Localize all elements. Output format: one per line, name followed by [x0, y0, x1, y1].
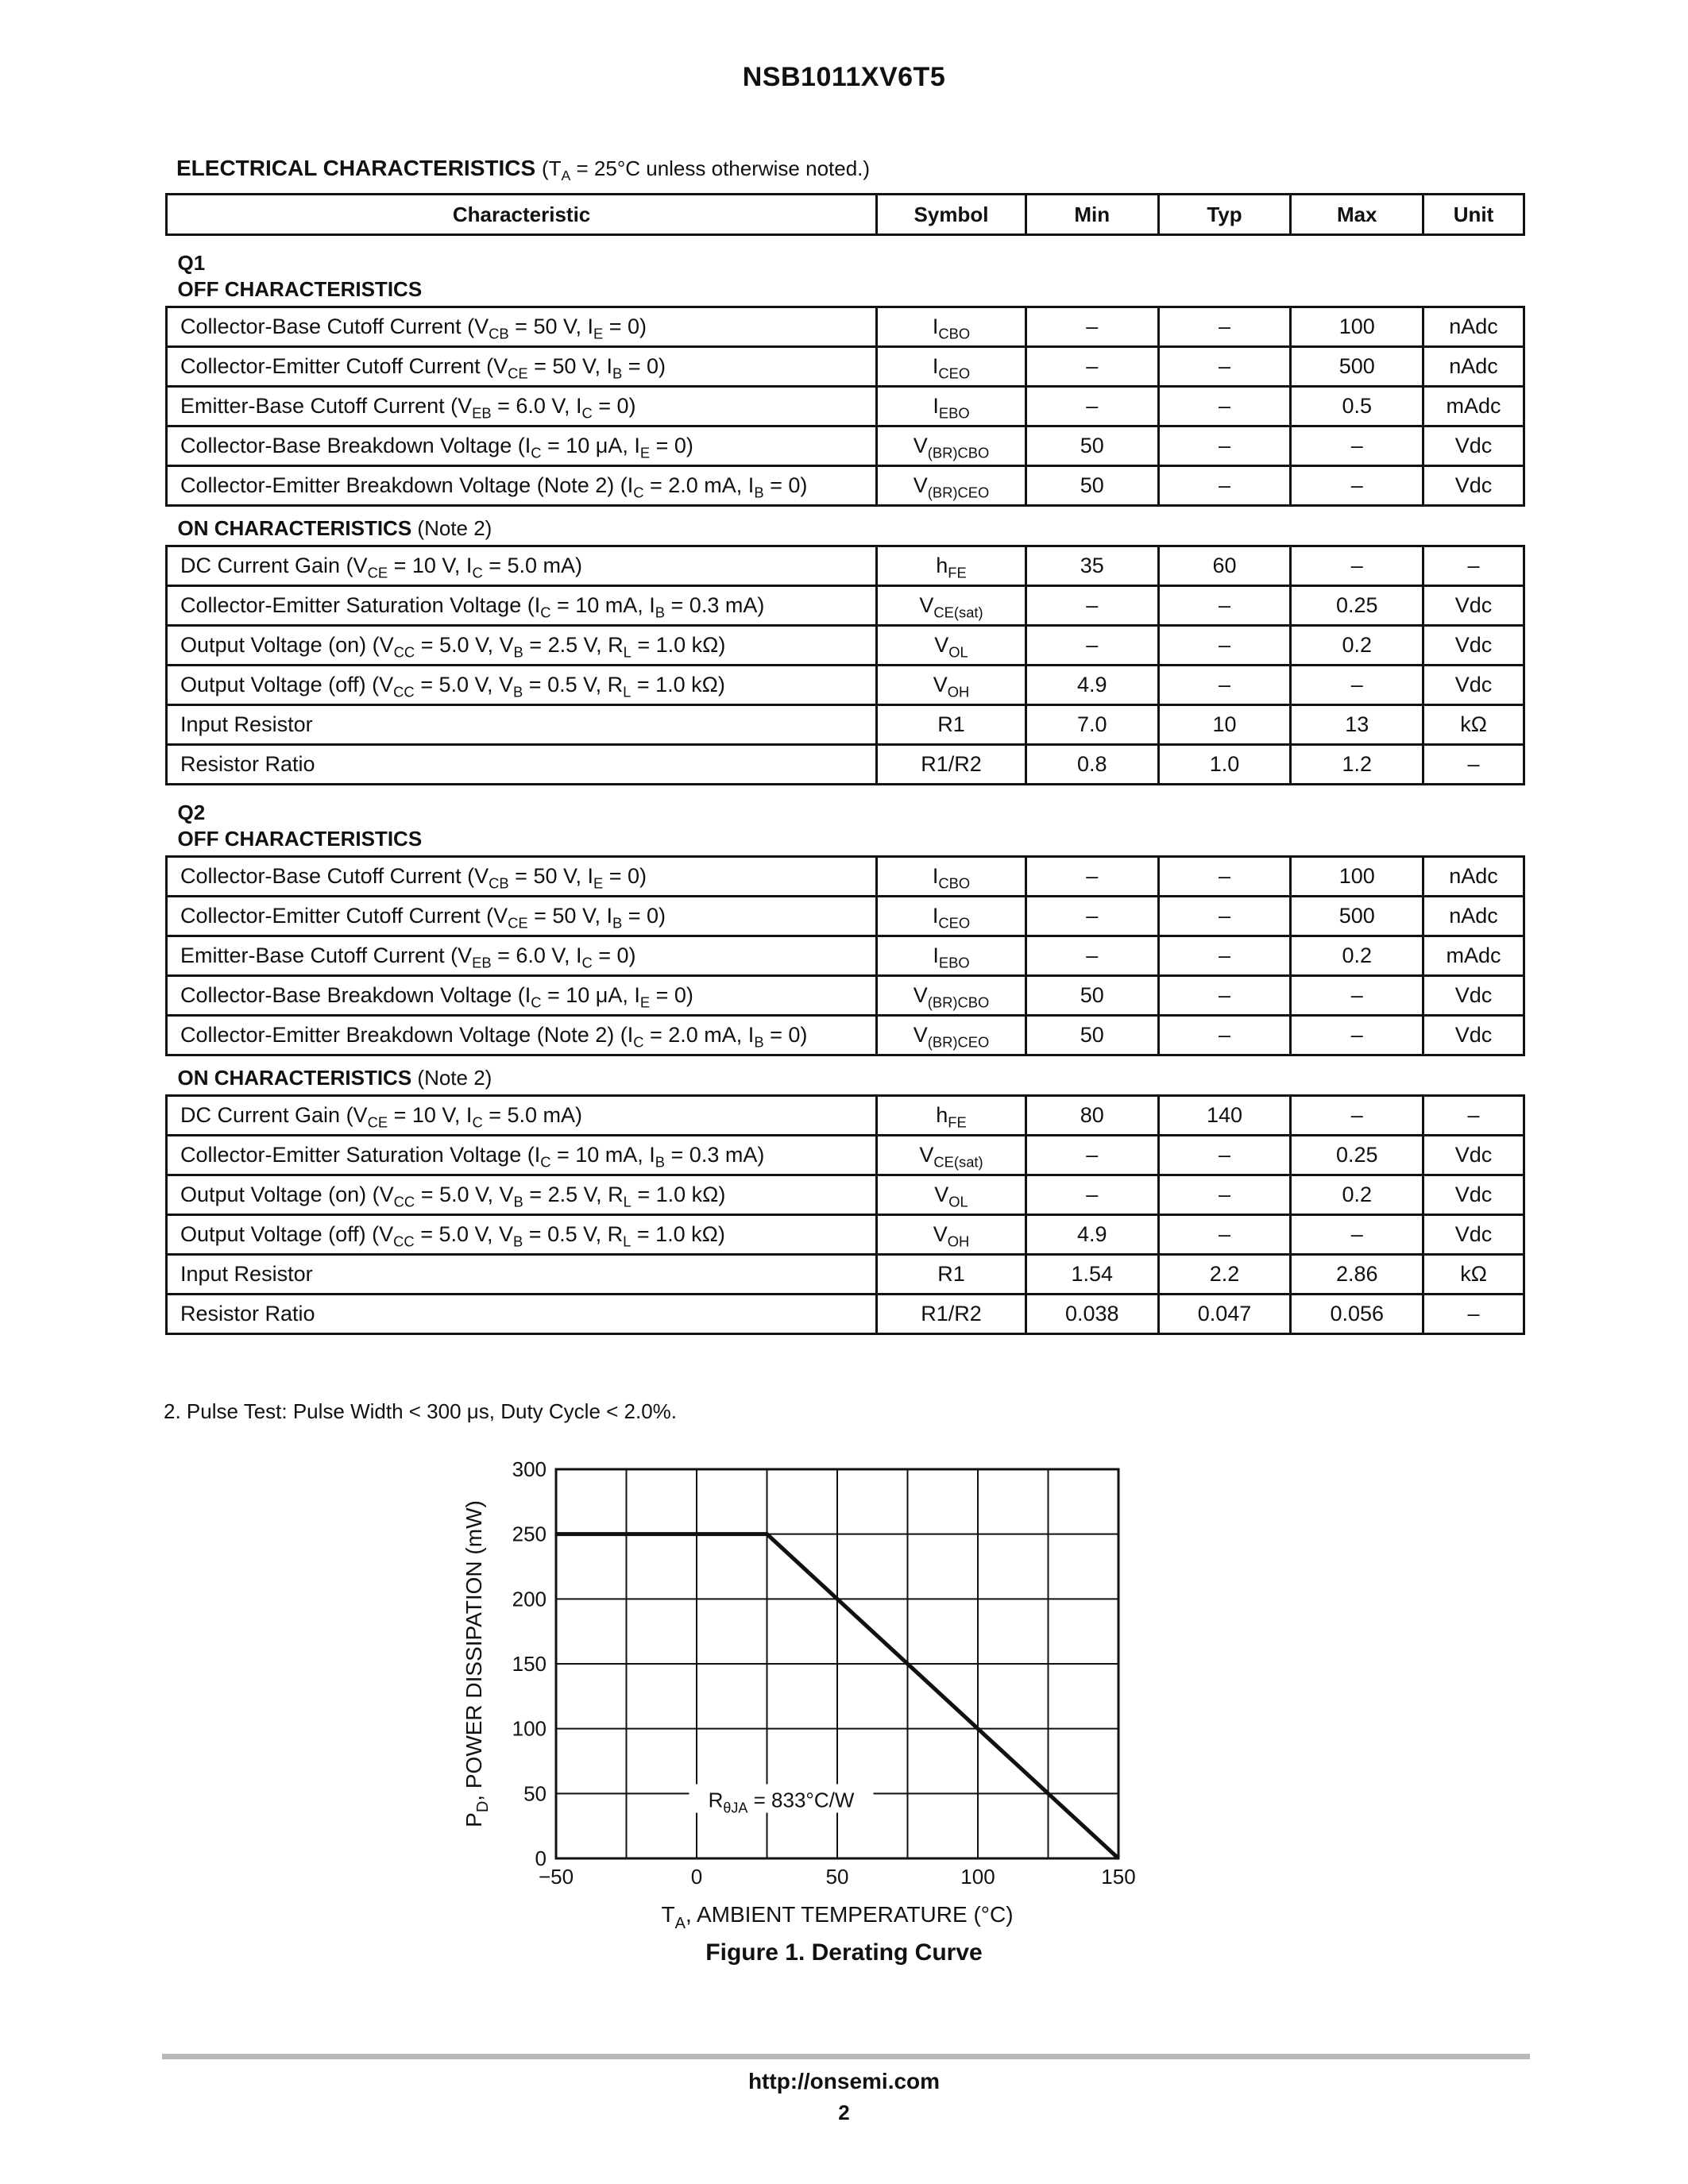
- cell-unit: kΩ: [1423, 1255, 1524, 1295]
- group-heading-row: [167, 785, 1524, 857]
- cell-characteristic: Collector-Emitter Cutoff Current ($V_{CE} = 50$ V, $I_B = 0$): [167, 347, 877, 387]
- cell-characteristic: Collector-Emitter Saturation Voltage ($I_C = 10$ mA, $I_B = 0.3$ mA): [167, 586, 877, 626]
- cell-characteristic: Emitter-Base Cutoff Current ($V_{EB} = 6.0$ V, $I_C = 0$): [167, 387, 877, 426]
- cell-characteristic: Collector-Emitter Cutoff Current ($V_{CE} = 50$ V, $I_B = 0$): [167, 897, 877, 936]
- cell-unit: nAdc: [1423, 307, 1524, 347]
- cell-characteristic: Output Voltage (off) ($V_{CC} = 5.0$ V, $V_B = 0.5$ V, $R_L = 1.0$ kΩ): [167, 1215, 877, 1255]
- thermal-resistance-annotation: $R_{\theta JA} = 833^\circ C/W$: [708, 1788, 855, 1816]
- group-note: (Note 2): [417, 1066, 492, 1090]
- cell-min: 50: [1026, 466, 1158, 506]
- cell-characteristic: Output Voltage (on) ($V_{CC} = 5.0$ V, $V_B = 2.5$ V, $R_L = 1.0$ kΩ): [167, 626, 877, 666]
- cell-symbol: $V_{CE(sat)}$: [877, 586, 1026, 626]
- table-row: [167, 745, 1524, 785]
- cell-min: 80: [1026, 1096, 1158, 1136]
- cell-typ: –: [1158, 307, 1291, 347]
- table-row: [167, 307, 1524, 347]
- x-tick-label: 50: [825, 1865, 849, 1889]
- cell-typ: 0.047: [1158, 1295, 1291, 1334]
- table-row: [167, 387, 1524, 426]
- table-row: [167, 1136, 1524, 1175]
- cell-min: –: [1026, 586, 1158, 626]
- cell-unit: Vdc: [1423, 586, 1524, 626]
- cell-characteristic: Input Resistor: [167, 705, 877, 745]
- cell-max: 500: [1291, 347, 1423, 387]
- cell-unit: Vdc: [1423, 666, 1524, 705]
- group-heading: [167, 235, 1524, 307]
- table-row: [167, 1295, 1524, 1334]
- cell-typ: 10: [1158, 705, 1291, 745]
- group-label: OFF CHARACTERISTICS: [177, 827, 423, 851]
- cell-max: –: [1291, 466, 1423, 506]
- cell-symbol: $I_{EBO}$: [877, 936, 1026, 976]
- cell-max: 0.25: [1291, 586, 1423, 626]
- group-heading-row: [167, 235, 1524, 307]
- x-tick-label: 100: [960, 1865, 995, 1889]
- cell-symbol: $V_{OL}$: [877, 1175, 1026, 1215]
- cell-typ: –: [1158, 586, 1291, 626]
- cell-symbol: $V_{(BR)CEO}$: [877, 1016, 1026, 1055]
- table-row: [167, 1016, 1524, 1055]
- figure-caption: Figure 1. Derating Curve: [705, 1939, 983, 1966]
- table-row: [167, 1096, 1524, 1136]
- y-tick-label: 150: [512, 1652, 547, 1676]
- cell-min: 1.54: [1026, 1255, 1158, 1295]
- cell-typ: –: [1158, 1136, 1291, 1175]
- cell-characteristic: DC Current Gain ($V_{CE} = 10$ V, $I_C = 5.0$ mA): [167, 1096, 877, 1136]
- cell-typ: –: [1158, 1215, 1291, 1255]
- cell-max: 2.86: [1291, 1255, 1423, 1295]
- cell-characteristic: Collector-Base Cutoff Current ($V_{CB} = 50$ V, $I_E = 0$): [167, 857, 877, 897]
- header-characteristic: Characteristic: [167, 195, 877, 235]
- table-row: [167, 857, 1524, 897]
- section-heading: [176, 156, 871, 184]
- table-row: [167, 426, 1524, 466]
- cell-unit: Vdc: [1423, 626, 1524, 666]
- derating-curve-chart: [445, 1437, 1160, 1930]
- cell-min: 0.8: [1026, 745, 1158, 785]
- cell-unit: Vdc: [1423, 1175, 1524, 1215]
- group-label: [178, 1065, 1524, 1091]
- cell-min: 4.9: [1026, 666, 1158, 705]
- cell-max: 0.2: [1291, 1175, 1423, 1215]
- cell-symbol: $V_{(BR)CEO}$: [877, 466, 1026, 506]
- cell-max: 0.056: [1291, 1295, 1423, 1334]
- cell-typ: 2.2: [1158, 1255, 1291, 1295]
- cell-max: –: [1291, 546, 1423, 586]
- group-label-text: ON CHARACTERISTICS: [177, 1066, 412, 1090]
- cell-unit: nAdc: [1423, 897, 1524, 936]
- cell-characteristic: Collector-Emitter Breakdown Voltage (Note 2) ($I_C = 2.0$ mA, $I_B = 0$): [167, 1016, 877, 1055]
- cell-symbol: R1: [877, 1255, 1026, 1295]
- cell-min: –: [1026, 857, 1158, 897]
- page-number: 2: [838, 2101, 850, 2124]
- electrical-characteristics-table: [165, 193, 1525, 1335]
- cell-max: –: [1291, 1215, 1423, 1255]
- cell-symbol: $h_{FE}$: [877, 546, 1026, 586]
- cell-max: 0.25: [1291, 1136, 1423, 1175]
- group-label: Q2: [177, 801, 206, 824]
- cell-symbol: $V_{(BR)CBO}$: [877, 426, 1026, 466]
- cell-max: 500: [1291, 897, 1423, 936]
- cell-max: 0.5: [1291, 387, 1423, 426]
- group-heading: [167, 1055, 1524, 1096]
- table-row: [167, 705, 1524, 745]
- cell-unit: mAdc: [1423, 387, 1524, 426]
- cell-typ: –: [1158, 466, 1291, 506]
- cell-characteristic: Output Voltage (on) ($V_{CC} = 5.0$ V, $V_B = 2.5$ V, $R_L = 1.0$ kΩ): [167, 1175, 877, 1215]
- section-condition: ($T_A = 25^\circ C$ unless otherwise noted.): [541, 156, 871, 184]
- table-body: [167, 235, 1524, 1334]
- table-row: [167, 897, 1524, 936]
- table-row: [167, 1255, 1524, 1295]
- cell-unit: kΩ: [1423, 705, 1524, 745]
- cell-min: 0.038: [1026, 1295, 1158, 1334]
- group-heading-row: [167, 506, 1524, 546]
- cell-unit: –: [1423, 546, 1524, 586]
- y-tick-label: 200: [512, 1587, 547, 1611]
- section-title: ELECTRICAL CHARACTERISTICS: [176, 156, 536, 180]
- cell-characteristic: Resistor Ratio: [167, 1295, 877, 1334]
- header-unit: Unit: [1423, 195, 1524, 235]
- x-tick-label: −50: [538, 1865, 574, 1889]
- footer-divider: [162, 2054, 1530, 2059]
- cell-max: 1.2: [1291, 745, 1423, 785]
- cell-characteristic: Collector-Base Cutoff Current ($V_{CB} = 50$ V, $I_E = 0$): [167, 307, 877, 347]
- y-tick-label: 100: [512, 1716, 547, 1741]
- cell-unit: nAdc: [1423, 857, 1524, 897]
- table-row: [167, 666, 1524, 705]
- cell-max: –: [1291, 666, 1423, 705]
- cell-max: –: [1291, 1096, 1423, 1136]
- table-row: [167, 1175, 1524, 1215]
- group-note: (Note 2): [417, 516, 492, 540]
- cell-min: –: [1026, 1136, 1158, 1175]
- cell-unit: –: [1423, 1096, 1524, 1136]
- cell-typ: –: [1158, 976, 1291, 1016]
- table-row: [167, 976, 1524, 1016]
- cell-max: –: [1291, 976, 1423, 1016]
- y-tick-label: 300: [512, 1457, 547, 1481]
- cell-unit: –: [1423, 745, 1524, 785]
- group-label: [178, 515, 1524, 542]
- cell-typ: 1.0: [1158, 745, 1291, 785]
- cell-max: –: [1291, 1016, 1423, 1055]
- cell-max: 100: [1291, 857, 1423, 897]
- cell-symbol: $I_{CBO}$: [877, 857, 1026, 897]
- cell-symbol: $V_{(BR)CBO}$: [877, 976, 1026, 1016]
- cell-typ: 140: [1158, 1096, 1291, 1136]
- table-row: [167, 347, 1524, 387]
- cell-symbol: $I_{EBO}$: [877, 387, 1026, 426]
- group-heading: [167, 506, 1524, 546]
- cell-min: 4.9: [1026, 1215, 1158, 1255]
- cell-typ: –: [1158, 857, 1291, 897]
- table-row: [167, 1215, 1524, 1255]
- cell-typ: –: [1158, 1175, 1291, 1215]
- cell-symbol: $V_{OL}$: [877, 626, 1026, 666]
- cell-max: –: [1291, 426, 1423, 466]
- cell-symbol: $I_{CEO}$: [877, 897, 1026, 936]
- cell-unit: nAdc: [1423, 347, 1524, 387]
- header-symbol: Symbol: [877, 195, 1026, 235]
- y-axis-label: $P_D$, POWER DISSIPATION (mW): [462, 1500, 492, 1827]
- cell-unit: mAdc: [1423, 936, 1524, 976]
- document-title: NSB1011XV6T5: [742, 62, 946, 92]
- cell-unit: Vdc: [1423, 1016, 1524, 1055]
- table-row: [167, 936, 1524, 976]
- cell-symbol: $I_{CBO}$: [877, 307, 1026, 347]
- cell-typ: –: [1158, 897, 1291, 936]
- cell-symbol: $I_{CEO}$: [877, 347, 1026, 387]
- cell-min: –: [1026, 897, 1158, 936]
- cell-characteristic: Output Voltage (off) ($V_{CC} = 5.0$ V, $V_B = 0.5$ V, $R_L = 1.0$ kΩ): [167, 666, 877, 705]
- footer-url[interactable]: http://onsemi.com: [747, 2069, 941, 2093]
- cell-max: 0.2: [1291, 626, 1423, 666]
- group-label: Q1: [177, 251, 206, 275]
- header-max: Max: [1291, 195, 1423, 235]
- cell-characteristic: Collector-Emitter Breakdown Voltage (Note 2) ($I_C = 2.0$ mA, $I_B = 0$): [167, 466, 877, 506]
- cell-characteristic: Collector-Emitter Saturation Voltage ($I_C = 10$ mA, $I_B = 0.3$ mA): [167, 1136, 877, 1175]
- cell-unit: Vdc: [1423, 1136, 1524, 1175]
- group-label-text: ON CHARACTERISTICS: [177, 516, 412, 540]
- cell-characteristic: Input Resistor: [167, 1255, 877, 1295]
- cell-min: 7.0: [1026, 705, 1158, 745]
- cell-max: 0.2: [1291, 936, 1423, 976]
- cell-symbol: $V_{CE(sat)}$: [877, 1136, 1026, 1175]
- cell-typ: –: [1158, 347, 1291, 387]
- header-min: Min: [1026, 195, 1158, 235]
- cell-unit: Vdc: [1423, 426, 1524, 466]
- cell-min: 50: [1026, 426, 1158, 466]
- table-row: [167, 466, 1524, 506]
- cell-symbol: $V_{OH}$: [877, 1215, 1026, 1255]
- group-heading: [167, 785, 1524, 857]
- cell-min: –: [1026, 626, 1158, 666]
- y-tick-label: 250: [512, 1522, 547, 1546]
- y-tick-label: 0: [535, 1846, 547, 1870]
- table-row: [167, 546, 1524, 586]
- table-header-row: [167, 195, 1524, 235]
- group-label: OFF CHARACTERISTICS: [177, 277, 423, 301]
- cell-characteristic: Collector-Base Breakdown Voltage ($I_C = 10$ μA, $I_E = 0$): [167, 976, 877, 1016]
- cell-unit: Vdc: [1423, 1215, 1524, 1255]
- x-tick-label: 150: [1101, 1865, 1136, 1889]
- cell-min: 50: [1026, 976, 1158, 1016]
- cell-typ: –: [1158, 426, 1291, 466]
- cell-min: –: [1026, 347, 1158, 387]
- table-row: [167, 626, 1524, 666]
- cell-symbol: $h_{FE}$: [877, 1096, 1026, 1136]
- cell-typ: –: [1158, 626, 1291, 666]
- footnote: 2. Pulse Test: Pulse Width < 300 μs, Duty Cycle < 2.0%.: [164, 1399, 678, 1423]
- cell-min: –: [1026, 387, 1158, 426]
- group-heading-row: [167, 1055, 1524, 1096]
- y-tick-label: 50: [523, 1781, 547, 1806]
- cell-characteristic: DC Current Gain ($V_{CE} = 10$ V, $I_C = 5.0$ mA): [167, 546, 877, 586]
- cell-characteristic: Resistor Ratio: [167, 745, 877, 785]
- cell-max: 100: [1291, 307, 1423, 347]
- cell-min: 50: [1026, 1016, 1158, 1055]
- table-row: [167, 586, 1524, 626]
- cell-characteristic: Emitter-Base Cutoff Current ($V_{EB} = 6.0$ V, $I_C = 0$): [167, 936, 877, 976]
- cell-symbol: $V_{OH}$: [877, 666, 1026, 705]
- cell-symbol: R1/R2: [877, 1295, 1026, 1334]
- cell-min: –: [1026, 936, 1158, 976]
- cell-unit: Vdc: [1423, 466, 1524, 506]
- cell-typ: –: [1158, 1016, 1291, 1055]
- x-axis-label: $T_A$, AMBIENT TEMPERATURE (°C): [661, 1902, 1014, 1930]
- cell-min: –: [1026, 1175, 1158, 1215]
- cell-unit: –: [1423, 1295, 1524, 1334]
- cell-min: –: [1026, 307, 1158, 347]
- cell-characteristic: Collector-Base Breakdown Voltage ($I_C = 10$ μA, $I_E = 0$): [167, 426, 877, 466]
- cell-min: 35: [1026, 546, 1158, 586]
- header-typ: Typ: [1158, 195, 1291, 235]
- cell-typ: –: [1158, 666, 1291, 705]
- cell-typ: –: [1158, 936, 1291, 976]
- cell-typ: –: [1158, 387, 1291, 426]
- cell-symbol: R1/R2: [877, 745, 1026, 785]
- cell-unit: Vdc: [1423, 976, 1524, 1016]
- cell-max: 13: [1291, 705, 1423, 745]
- cell-symbol: R1: [877, 705, 1026, 745]
- cell-typ: 60: [1158, 546, 1291, 586]
- x-tick-label: 0: [690, 1865, 703, 1889]
